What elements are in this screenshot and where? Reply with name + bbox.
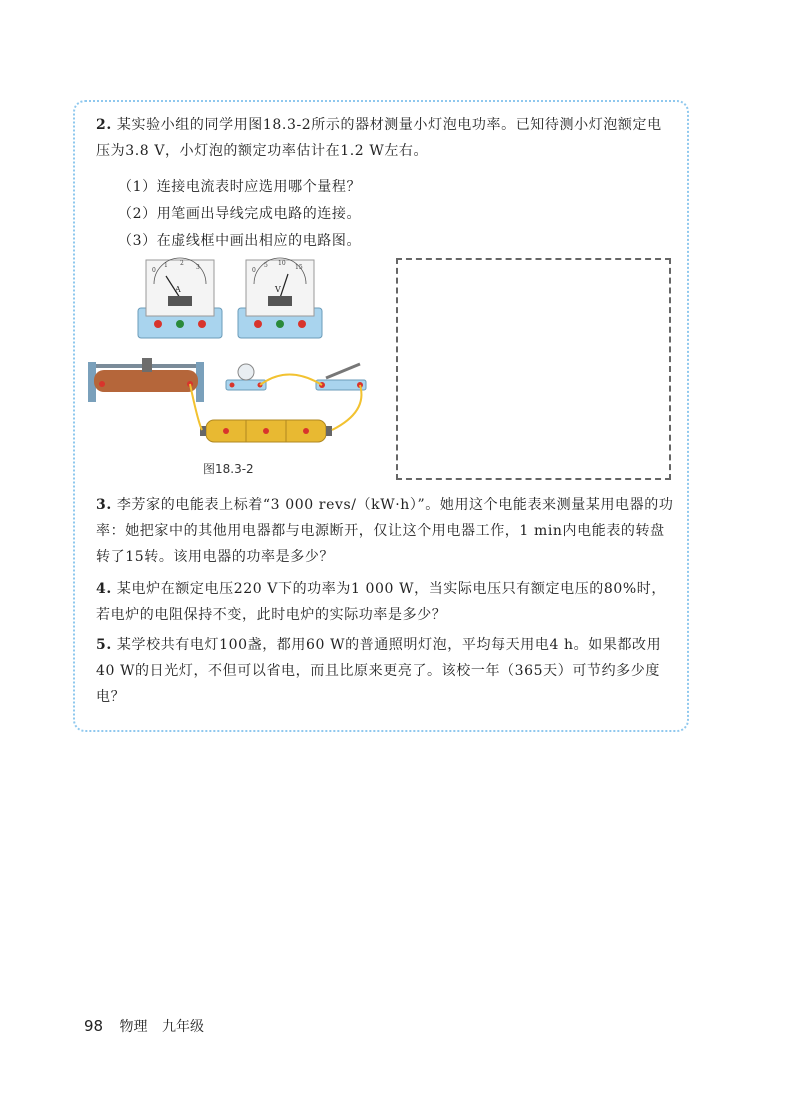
question-5 — [96, 632, 674, 710]
question-3 — [96, 492, 674, 570]
voltmeter-scale-0: 0 — [252, 267, 256, 274]
voltmeter-scale-2: 10 — [278, 260, 286, 267]
question-2-item-3: （3）在虚线框中画出相应的电路图。 — [118, 233, 362, 249]
ammeter-scale-1: 1 — [164, 262, 168, 269]
question-3-text: 李芳家的电能表上标着“3 000 revs/（kW·h）”。她用这个电能表来测量某用电器的功率：她把家中的其他用电器都与电源断开，仅让这个用电器工作，1 min内电能表的转盘转了15转。该用电器的功率是多少？ — [96, 497, 674, 565]
ammeter-symbol: A — [175, 285, 181, 294]
ammeter-scale-0: 0 — [152, 267, 156, 274]
rheostat-image — [88, 358, 204, 402]
lamp-image — [226, 364, 266, 390]
question-5-number: 5. — [96, 637, 112, 653]
question-4-number: 4. — [96, 581, 112, 597]
ammeter-scale-2: 2 — [180, 260, 184, 267]
circuit-equipment-figure — [88, 252, 378, 484]
ammeter-image — [138, 258, 222, 338]
voltmeter-symbol: V — [275, 285, 281, 294]
question-2-number: 2. — [96, 117, 112, 133]
question-2-item-2: （2）用笔画出导线完成电路的连接。 — [118, 206, 362, 222]
voltmeter-scale-3: 15 — [295, 264, 303, 271]
battery-image — [200, 420, 332, 442]
switch-image — [316, 364, 366, 390]
question-2-item-1: （1）连接电流表时应选用哪个量程？ — [118, 179, 362, 195]
figure-caption: 图18.3-2 — [203, 462, 254, 476]
question-2 — [96, 112, 674, 164]
question-5-text: 某学校共有电灯100盏，都用60 W的普通照明灯泡，平均每天用电4 h。如果都改用40 W的日光灯，不但可以省电，而且比原来更亮了。该校一年（365天）可节约多少度电？ — [96, 637, 662, 705]
page-number: 98 — [84, 1017, 104, 1035]
voltmeter-scale-1: 5 — [264, 262, 268, 269]
circuit-diagram-dashed-box — [396, 258, 671, 480]
ammeter-scale-3: 3 — [196, 264, 200, 271]
question-3-number: 3. — [96, 497, 112, 513]
footer-subject: 物理 — [119, 1019, 148, 1035]
voltmeter-image — [238, 258, 322, 338]
question-2-text: 某实验小组的同学用图18.3-2所示的器材测量小灯泡电功率。已知待测小灯泡额定电压为3.8 V，小灯泡的额定功率估计在1.2 W左右。 — [96, 117, 662, 159]
question-4 — [96, 576, 674, 628]
footer-grade: 九年级 — [162, 1019, 204, 1035]
question-4-text: 某电炉在额定电压220 V下的功率为1 000 W，当实际电压只有额定电压的80%时，若电炉的电阻保持不变，此时电炉的实际功率是多少？ — [96, 581, 667, 623]
page-footer — [84, 1016, 204, 1036]
